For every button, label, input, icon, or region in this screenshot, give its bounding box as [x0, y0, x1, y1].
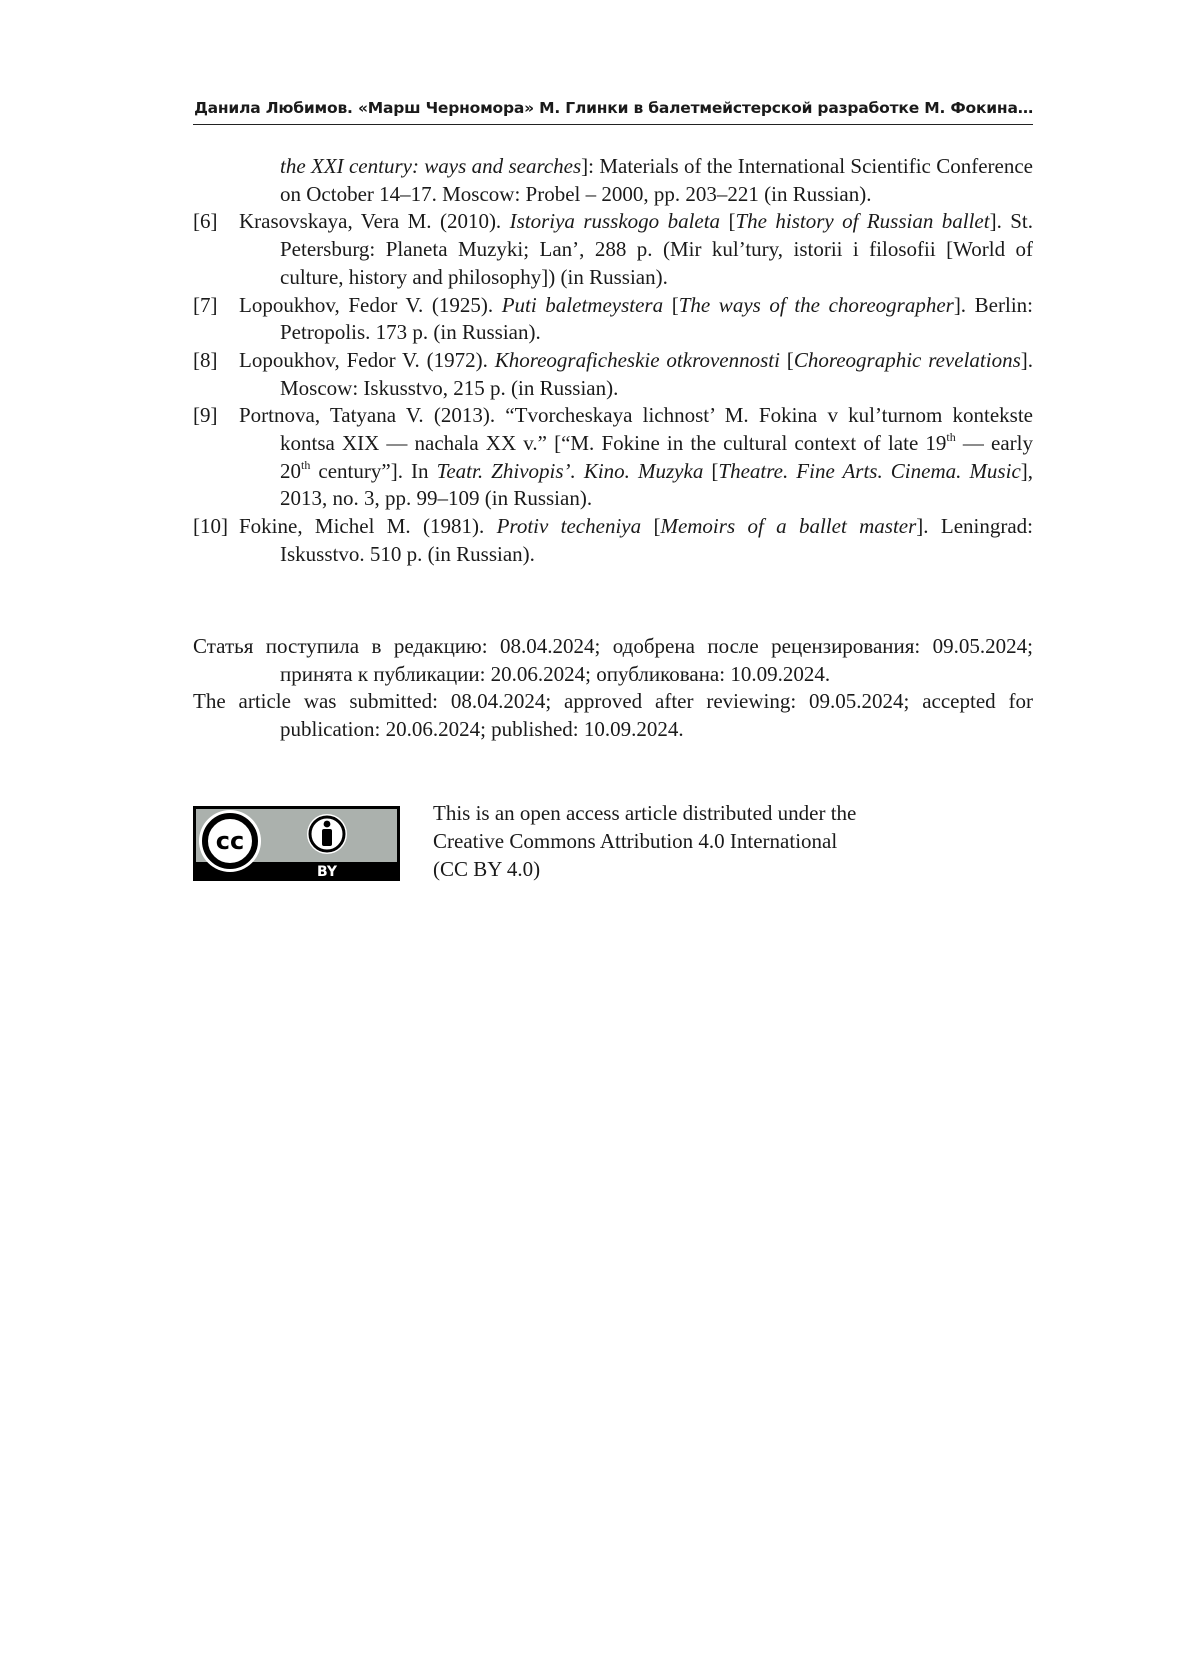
dates-english: The article was submitted: 08.04.2024; approved after reviewing: 09.05.2024; accepted for publication: 20.06.2024; published: 10.09.2024.	[193, 689, 1033, 742]
reference-bracket: [	[720, 209, 736, 234]
reference-number: [6]	[193, 209, 218, 234]
license-block	[193, 801, 1033, 886]
header-rule	[193, 124, 1033, 125]
reference-rest: ]. Berlin: Petropolis. 173 p. (in Russian).	[280, 292, 1033, 345]
reference-title: the XXI century: ways and searches	[280, 154, 582, 178]
reference-bracket: [	[703, 458, 719, 483]
reference-text: century”]. In	[310, 458, 437, 483]
reference-title-en: The history of Russian ballet	[735, 209, 990, 234]
reference-8	[193, 347, 1033, 402]
reference-rest: ]. Moscow: Iskusstvo, 215 p. (in Russian).	[280, 347, 1033, 400]
reference-rest: ]. St. Petersburg: Planeta Muzyki; Lan’, 288 p. (Mir kul’tury, istorii i filosofii [World of culture, history and philosophy]) (in Russian).	[280, 209, 1034, 289]
reference-title-en: Choreographic revelations	[793, 347, 1021, 372]
reference-title-en: The ways of the choreographer	[678, 292, 954, 317]
reference-title: Khoreograficheskie otkrovennosti	[494, 347, 780, 372]
reference-author: Lopoukhov, Fedor V. (1925).	[239, 292, 502, 317]
reference-title: Istoriya russkogo baleta	[509, 209, 721, 234]
reference-number: [7]	[193, 292, 218, 317]
reference-6	[193, 208, 1033, 291]
reference-number: [9]	[193, 403, 218, 428]
reference-rest: ]. Leningrad: Iskusstvo. 510 p. (in Russian).	[280, 514, 1034, 566]
reference-title: Protiv techeniya	[496, 514, 642, 539]
superscript: th	[946, 430, 956, 445]
reference-continuation	[193, 153, 1033, 208]
reference-rest: ]: Materials of the International Scientific Conference on October 14–17. Moscow: Probel – 2000, pp. 203–221 (in Russian).	[280, 154, 1033, 206]
reference-rest: ], 2013, no. 3, pp. 99–109 (in Russian).	[280, 458, 1034, 511]
attribution-icon	[307, 814, 347, 854]
dates-russian: Статья поступила в редакцию: 08.04.2024; одобрена после рецензирования: 09.05.2024; принята к публикации: 20.06.2024; опубликована: 10.09.2024.	[193, 634, 1033, 686]
running-head: Данила Любимов. «Марш Черномора» М. Глинки в балетмейстерской разработке М. Фокина…	[194, 99, 1033, 117]
reference-text: Portnova, Tatyana V. (2013). “Tvorcheskaya lichnost’ M. Fokina v kul’turnom kontekste kontsa XIX — nachala XX v.” [“M. Fokine in the cultural context of late 19	[239, 403, 1033, 456]
reference-bracket: [	[641, 514, 661, 539]
reference-number: [10]	[193, 514, 228, 539]
article-dates	[193, 633, 1033, 744]
reference-number: [8]	[193, 347, 218, 372]
reference-9	[193, 402, 1033, 513]
cc-icon	[199, 810, 261, 872]
reference-author: Lopoukhov, Fedor V. (1972).	[239, 347, 495, 372]
license-text: This is an open access article distributed under the Creative Commons Attribution 4.0 International (CC BY 4.0)	[433, 801, 857, 881]
reference-7	[193, 292, 1033, 347]
reference-title-en: Theatre. Fine Arts. Cinema. Music	[718, 458, 1021, 483]
reference-bracket: [	[779, 347, 794, 372]
reference-title: Teatr. Zhivopis’. Kino. Muzyka	[436, 458, 704, 483]
by-label: BY	[316, 864, 338, 880]
reference-10	[193, 513, 1033, 568]
reference-title: Puti baletmeystera	[501, 292, 664, 317]
reference-text: — early 20	[280, 431, 1033, 483]
reference-author: Fokine, Michel M. (1981).	[239, 514, 497, 539]
superscript: th	[301, 457, 311, 472]
reference-title-en: Memoirs of a ballet master	[660, 514, 917, 539]
reference-bracket: [	[663, 292, 679, 317]
cc-icon-text: cc	[215, 827, 245, 855]
references-list	[193, 153, 1033, 569]
reference-author: Krasovskaya, Vera M. (2010).	[239, 209, 510, 234]
cc-by-license-badge	[193, 806, 400, 881]
